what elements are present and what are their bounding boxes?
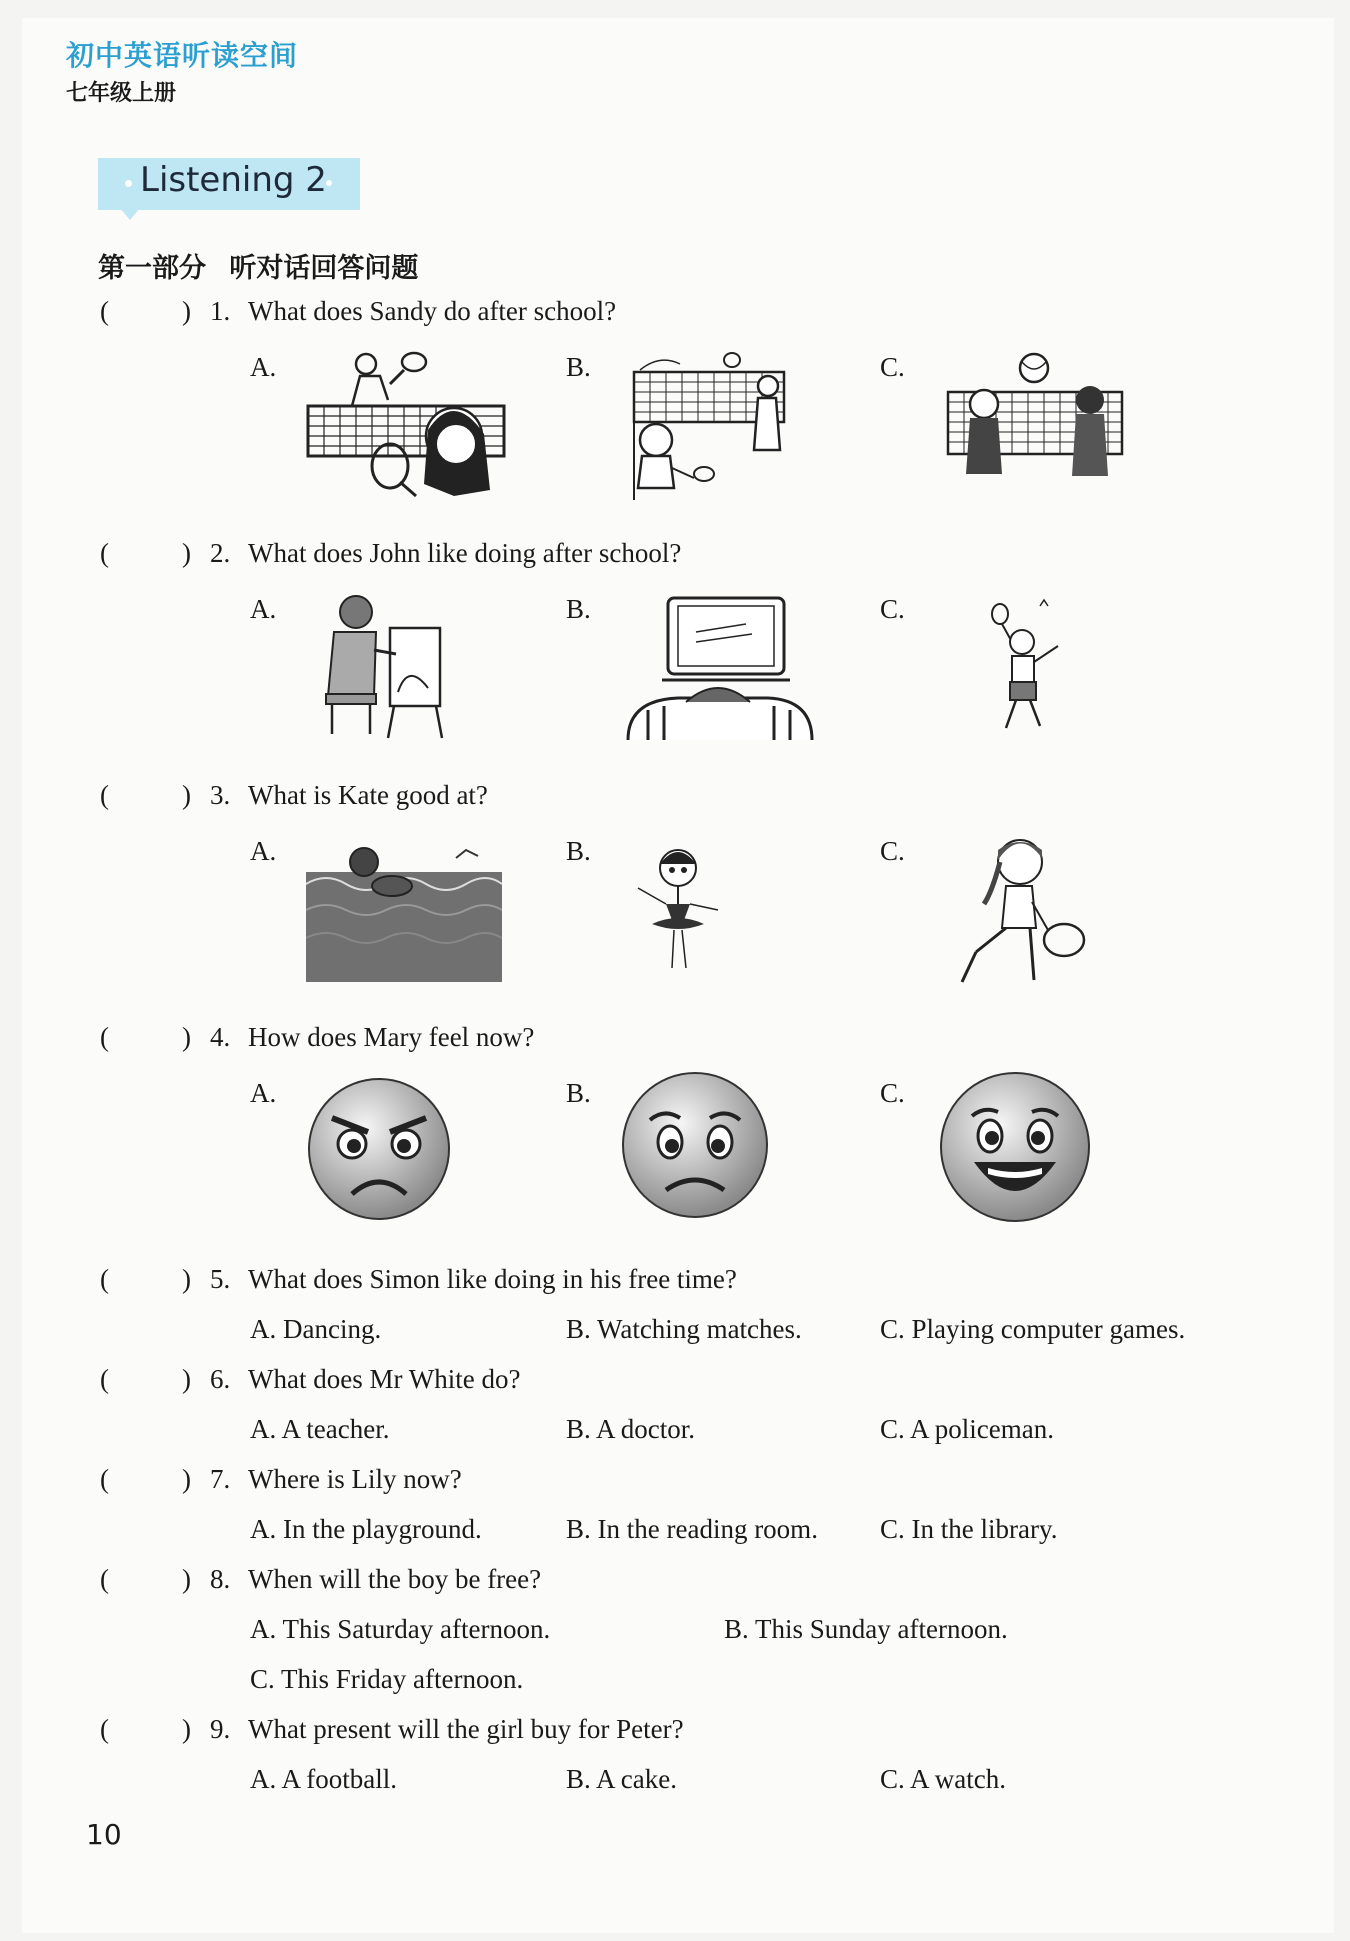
option-a: A. This Saturday afternoon.	[250, 1614, 551, 1644]
watching-tv-picture	[618, 590, 818, 750]
option-c: C. A policeman.	[880, 1414, 1054, 1444]
answer-paren-close: )	[182, 1364, 191, 1394]
painting-picture	[318, 592, 448, 742]
option-a: A.	[250, 352, 277, 382]
answer-paren-open: (	[100, 1364, 109, 1394]
option-c: C. Playing computer games.	[880, 1314, 1186, 1344]
question-text: What does Mr White do?	[248, 1364, 521, 1394]
question-text: Where is Lily now?	[248, 1464, 462, 1494]
option-c: C. A watch.	[880, 1764, 1006, 1794]
question-text: What does Sandy do after school?	[248, 296, 617, 326]
option-c: C. This Friday afternoon.	[250, 1664, 524, 1694]
option-a: A.	[250, 836, 277, 866]
question-text: What does Simon like doing in his free time?	[248, 1264, 737, 1294]
swimming-picture	[306, 834, 502, 984]
option-c: C.	[880, 594, 905, 624]
option-a: A. A teacher.	[250, 1414, 390, 1444]
question-number: 6.	[210, 1364, 231, 1394]
answer-paren-close: )	[182, 780, 191, 810]
banner-tip	[120, 208, 140, 220]
answer-paren-open: (	[100, 296, 109, 326]
option-c: C.	[880, 352, 905, 382]
answer-paren-close: )	[182, 1264, 191, 1294]
playing-badminton-picture	[970, 596, 1080, 746]
question-text: What is Kate good at?	[248, 780, 488, 810]
answer-paren-close: )	[182, 538, 191, 568]
option-c: C. In the library.	[880, 1514, 1058, 1544]
option-b: B.	[566, 594, 591, 624]
answer-paren-open: (	[100, 1714, 109, 1744]
table-tennis-picture	[304, 350, 514, 500]
option-b: B.	[566, 352, 591, 382]
question-text: When will the boy be free?	[248, 1564, 542, 1594]
badminton-picture	[620, 350, 790, 510]
ballet-dancing-picture	[622, 838, 732, 988]
question-number: 2.	[210, 538, 231, 568]
option-a: A.	[250, 1078, 277, 1108]
question-number: 4.	[210, 1022, 231, 1052]
banner-dot-icon	[125, 180, 132, 187]
question-text: What present will the girl buy for Peter?	[248, 1714, 684, 1744]
question-number: 9.	[210, 1714, 231, 1744]
answer-paren-open: (	[100, 1464, 109, 1494]
page-number: 10	[86, 1818, 122, 1851]
option-b: B.	[566, 1078, 591, 1108]
question-number: 1.	[210, 296, 231, 326]
part-title: 第一部分 听对话回答问题	[98, 253, 419, 284]
option-a: A. In the playground.	[250, 1514, 482, 1544]
answer-paren-open: (	[100, 1564, 109, 1594]
option-b: B.	[566, 836, 591, 866]
option-c: C.	[880, 1078, 905, 1108]
option-a: A. A football.	[250, 1764, 397, 1794]
answer-paren-close: )	[182, 1022, 191, 1052]
question-text: How does Mary feel now?	[248, 1022, 535, 1052]
question-number: 3.	[210, 780, 231, 810]
answer-paren-open: (	[100, 1022, 109, 1052]
question-number: 8.	[210, 1564, 231, 1594]
option-a: A.	[250, 594, 277, 624]
volleyball-picture	[940, 346, 1130, 506]
happy-face	[938, 1070, 1092, 1224]
answer-paren-close: )	[182, 296, 191, 326]
angry-face	[304, 1074, 454, 1224]
option-b: B. In the reading room.	[566, 1514, 818, 1544]
tennis-picture	[944, 832, 1094, 992]
option-c: C.	[880, 836, 905, 866]
option-b: B. Watching matches.	[566, 1314, 802, 1344]
answer-paren-close: )	[182, 1714, 191, 1744]
answer-paren-close: )	[182, 1564, 191, 1594]
question-number: 7.	[210, 1464, 231, 1494]
question-number: 5.	[210, 1264, 231, 1294]
option-b: B. A cake.	[566, 1764, 677, 1794]
question-text: What does John like doing after school?	[248, 538, 682, 568]
option-a: A. Dancing.	[250, 1314, 382, 1344]
answer-paren-open: (	[100, 538, 109, 568]
answer-paren-close: )	[182, 1464, 191, 1494]
book-title: 初中英语听读空间	[66, 39, 299, 72]
section-title: Listening 2	[140, 160, 327, 200]
book-subtitle: 七年级上册	[66, 80, 177, 106]
sad-face	[620, 1070, 770, 1220]
answer-paren-open: (	[100, 1264, 109, 1294]
option-b: B. This Sunday afternoon.	[724, 1614, 1008, 1644]
option-b: B. A doctor.	[566, 1414, 696, 1444]
answer-paren-open: (	[100, 780, 109, 810]
